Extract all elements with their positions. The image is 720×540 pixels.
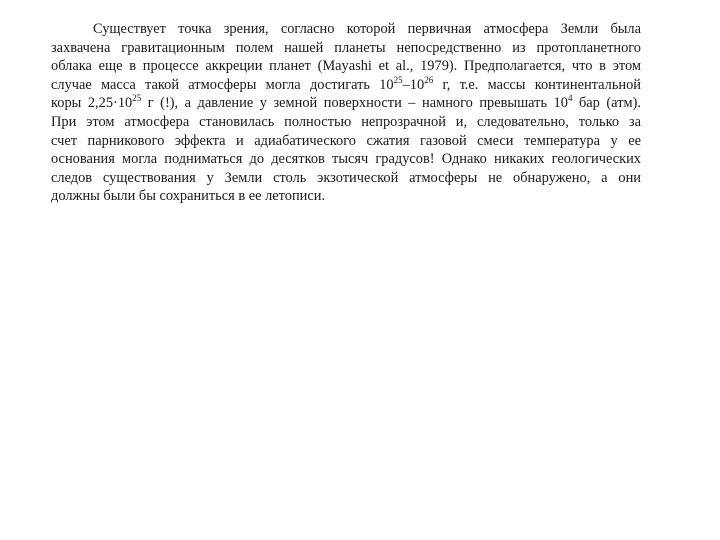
exponent: 25 (393, 75, 403, 85)
paragraph-line: должны были бы сохраниться в ее летописи. (51, 188, 326, 205)
line-text: случае масса такой атмосферы могла достигать 10 (51, 76, 394, 93)
body-paragraph (51, 20, 641, 206)
line-text: г, т.е. массы континентальной (433, 76, 641, 93)
line-text: коры 2,25·10 (51, 95, 133, 112)
exponent: 26 (424, 75, 434, 85)
paragraph-line: При этом атмосфера становилась полностью непрозрачной и, следовательно, только за (51, 113, 641, 130)
exponent: 4 (567, 94, 573, 104)
paragraph-line: облака еще в процессе аккреции планет (Mayashi et al., 1979). Предполагается, что в этом (51, 58, 641, 75)
paragraph-line: счет парникового эффекта и адиабатического сжатия газовой смеси температура у ее (51, 132, 641, 149)
exponent: 25 (132, 94, 142, 104)
paragraph-line: захвачена гравитационным полем нашей планеты непосредственно из протопланетного (51, 39, 641, 56)
paragraph-line: основания могла подниматься до десятков тысяч градусов! Однако никаких геологических (51, 151, 641, 168)
line-text: –10 (402, 76, 425, 93)
paragraph-line (51, 76, 641, 95)
line-text: бар (атм). (572, 95, 641, 112)
line-text: г (!), а давление у земной поверхности – намного превышать 10 (141, 95, 568, 112)
paragraph-line: следов существования у Земли столь экзотической атмосферы не обнаружено, а они (51, 169, 641, 186)
paragraph-line: Существует точка зрения, согласно которой первичная атмосфера Земли была (93, 21, 641, 37)
paragraph-line (51, 94, 641, 113)
